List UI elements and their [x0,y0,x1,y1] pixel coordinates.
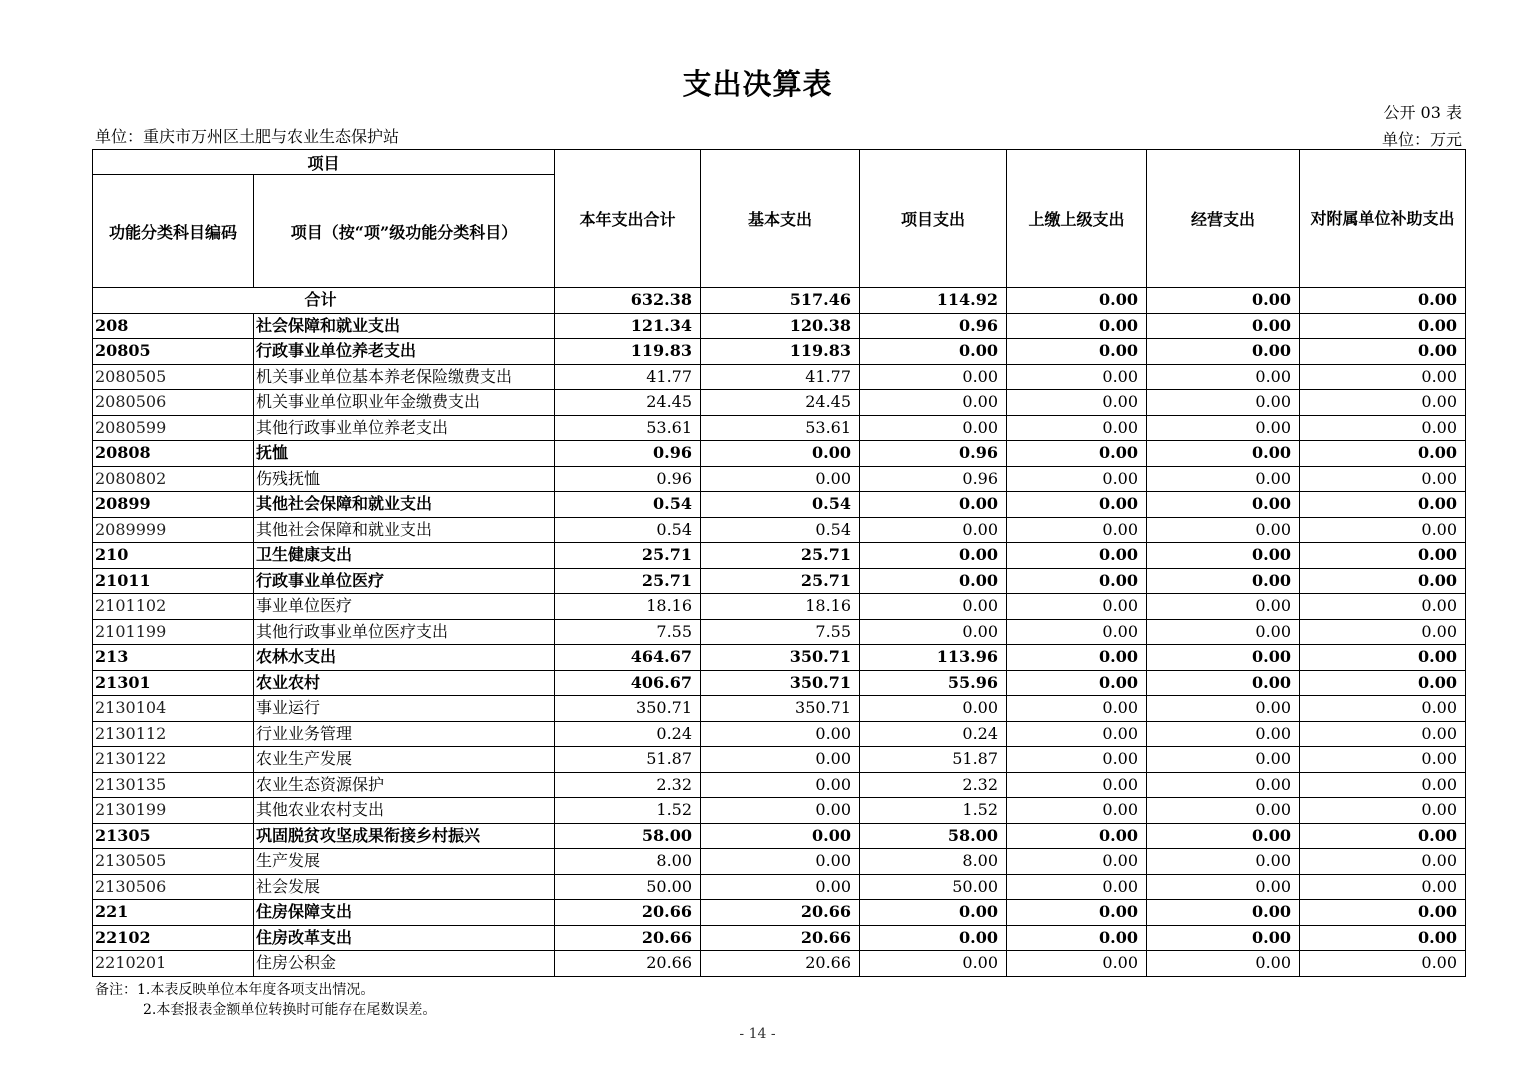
row-value: 0.00 [860,390,1007,416]
row-value: 0.00 [1300,747,1466,773]
row-name: 机关事业单位职业年金缴费支出 [254,390,555,416]
row-value: 0.00 [860,925,1007,951]
row-value: 24.45 [701,390,860,416]
header-name: 项目（按“项”级功能分类科目） [254,175,555,288]
row-value: 58.00 [555,823,701,849]
table-row [93,619,1466,645]
header-upper: 上缴上级支出 [1007,150,1147,288]
row-value: 20.66 [701,925,860,951]
row-value: 0.96 [555,466,701,492]
row-value: 58.00 [860,823,1007,849]
table-row [93,721,1466,747]
row-value: 0.00 [1007,925,1147,951]
header-project: 项目支出 [860,150,1007,288]
row-value: 0.00 [701,798,860,824]
row-value: 0.00 [860,415,1007,441]
row-value: 0.00 [860,594,1007,620]
row-value: 0.00 [1300,721,1466,747]
page-number: - 14 - [739,1026,776,1042]
row-code: 20805 [93,339,254,365]
table-body [93,288,1466,977]
row-code: 21011 [93,568,254,594]
row-name: 社会保障和就业支出 [254,313,555,339]
row-value: 0.00 [1300,849,1466,875]
row-value: 0.00 [1300,772,1466,798]
row-value: 0.00 [1007,849,1147,875]
table-row [93,925,1466,951]
row-value: 0.54 [701,492,860,518]
row-value: 0.00 [1007,415,1147,441]
row-code: 2080506 [93,390,254,416]
row-value: 0.00 [1007,390,1147,416]
row-value: 0.54 [555,492,701,518]
row-value: 7.55 [555,619,701,645]
row-value: 0.00 [701,823,860,849]
total-value: 517.46 [701,288,860,314]
row-value: 50.00 [860,874,1007,900]
table-row [93,823,1466,849]
row-value: 25.71 [555,543,701,569]
row-value: 0.54 [555,517,701,543]
row-value: 0.00 [1147,849,1300,875]
row-name: 巩固脱贫攻坚成果衔接乡村振兴 [254,823,555,849]
row-value: 0.00 [1147,925,1300,951]
row-code: 2130199 [93,798,254,824]
row-value: 25.71 [701,568,860,594]
row-value: 0.00 [1147,747,1300,773]
note-1: 备注：1.本表反映单位本年度各项支出情况。 [95,982,375,998]
table-row [93,390,1466,416]
total-value: 0.00 [1007,288,1147,314]
row-value: 20.66 [701,951,860,977]
form-number: 公开 03 表 [1383,103,1462,122]
row-value: 0.00 [1147,415,1300,441]
row-value: 0.00 [1147,492,1300,518]
header-subsidy: 对附属单位补助支出 [1300,150,1466,288]
row-code: 2101199 [93,619,254,645]
table-row [93,670,1466,696]
row-value: 0.00 [1147,517,1300,543]
row-value: 0.00 [1007,823,1147,849]
row-value: 20.66 [555,900,701,926]
row-value: 0.00 [701,772,860,798]
table-row [93,517,1466,543]
row-value: 0.00 [1147,364,1300,390]
header-basic: 基本支出 [701,150,860,288]
row-value: 350.71 [555,696,701,722]
total-value: 632.38 [555,288,701,314]
row-code: 2210201 [93,951,254,977]
table-row [93,900,1466,926]
row-value: 0.00 [701,721,860,747]
row-value: 0.54 [701,517,860,543]
row-code: 22102 [93,925,254,951]
row-value: 51.87 [555,747,701,773]
table-row [93,441,1466,467]
row-value: 25.71 [555,568,701,594]
row-code: 2130104 [93,696,254,722]
row-name: 其他农业农村支出 [254,798,555,824]
note-2: 2.本套报表金额单位转换时可能存在尾数误差。 [143,1002,437,1018]
row-name: 事业运行 [254,696,555,722]
row-code: 20899 [93,492,254,518]
row-value: 53.61 [555,415,701,441]
row-value: 120.38 [701,313,860,339]
row-value: 0.00 [860,543,1007,569]
table-row [93,849,1466,875]
row-value: 0.00 [1147,339,1300,365]
row-value: 0.00 [1300,798,1466,824]
row-code: 2080802 [93,466,254,492]
row-name: 农业生态资源保护 [254,772,555,798]
row-value: 0.00 [1300,823,1466,849]
row-value: 0.00 [1300,900,1466,926]
row-code: 2130112 [93,721,254,747]
row-value: 0.00 [1300,517,1466,543]
row-name: 行业业务管理 [254,721,555,747]
row-value: 0.00 [1300,925,1466,951]
row-value: 0.00 [1300,415,1466,441]
row-value: 20.66 [555,951,701,977]
row-value: 18.16 [555,594,701,620]
row-value: 0.00 [860,696,1007,722]
row-value: 350.71 [701,670,860,696]
total-value: 114.92 [860,288,1007,314]
row-value: 0.00 [1007,721,1147,747]
row-value: 0.00 [1300,874,1466,900]
total-label: 合计 [93,288,555,314]
row-name: 生产发展 [254,849,555,875]
row-value: 53.61 [701,415,860,441]
row-name: 社会发展 [254,874,555,900]
row-value: 24.45 [555,390,701,416]
row-code: 2080599 [93,415,254,441]
row-value: 0.00 [1147,772,1300,798]
row-name: 其他行政事业单位养老支出 [254,415,555,441]
row-code: 213 [93,645,254,671]
row-value: 0.00 [1147,874,1300,900]
row-value: 0.00 [1147,543,1300,569]
row-value: 0.00 [701,747,860,773]
row-value: 0.00 [1300,441,1466,467]
row-value: 8.00 [860,849,1007,875]
row-code: 20808 [93,441,254,467]
row-value: 0.00 [1007,364,1147,390]
row-value: 0.00 [1007,874,1147,900]
row-value: 0.96 [860,466,1007,492]
table-row [93,696,1466,722]
row-code: 2130506 [93,874,254,900]
row-code: 2080505 [93,364,254,390]
table-row [93,568,1466,594]
row-name: 住房保障支出 [254,900,555,926]
row-value: 0.00 [1147,466,1300,492]
row-value: 0.00 [1007,900,1147,926]
row-value: 0.00 [1300,670,1466,696]
row-value: 0.00 [1300,364,1466,390]
row-code: 221 [93,900,254,926]
table-row [93,492,1466,518]
row-name: 抚恤 [254,441,555,467]
row-value: 0.00 [1300,951,1466,977]
row-value: 41.77 [555,364,701,390]
row-value: 0.00 [1147,721,1300,747]
row-value: 0.24 [860,721,1007,747]
row-code: 210 [93,543,254,569]
row-value: 55.96 [860,670,1007,696]
row-value: 1.52 [555,798,701,824]
row-value: 0.00 [1147,441,1300,467]
row-value: 0.00 [1007,492,1147,518]
row-value: 0.00 [1300,339,1466,365]
header-total: 本年支出合计 [555,150,701,288]
row-value: 0.00 [1147,670,1300,696]
row-value: 406.67 [555,670,701,696]
row-name: 卫生健康支出 [254,543,555,569]
row-value: 2.32 [860,772,1007,798]
table-row [93,339,1466,365]
table-row [93,747,1466,773]
row-value: 0.00 [860,364,1007,390]
row-name: 机关事业单位基本养老保险缴费支出 [254,364,555,390]
table-row [93,543,1466,569]
row-value: 0.00 [1300,696,1466,722]
row-value: 0.24 [555,721,701,747]
row-value: 0.00 [1007,645,1147,671]
row-value: 350.71 [701,645,860,671]
row-value: 0.00 [1007,313,1147,339]
row-value: 0.00 [860,517,1007,543]
row-value: 20.66 [701,900,860,926]
row-value: 0.00 [1300,390,1466,416]
row-value: 0.00 [1147,823,1300,849]
row-value: 0.00 [1007,339,1147,365]
row-name: 农业生产发展 [254,747,555,773]
row-value: 0.00 [1007,568,1147,594]
expenditure-table [92,149,1466,977]
row-value: 0.00 [1007,466,1147,492]
row-value: 0.00 [860,900,1007,926]
row-value: 0.00 [1147,594,1300,620]
row-value: 0.00 [860,619,1007,645]
row-value: 0.00 [701,441,860,467]
row-value: 0.00 [1007,772,1147,798]
row-value: 8.00 [555,849,701,875]
row-code: 2130505 [93,849,254,875]
row-name: 行政事业单位养老支出 [254,339,555,365]
row-code: 208 [93,313,254,339]
row-value: 0.00 [1300,543,1466,569]
row-name: 住房改革支出 [254,925,555,951]
total-row [93,288,1466,314]
row-value: 0.00 [1007,747,1147,773]
row-value: 0.00 [860,339,1007,365]
table-row [93,772,1466,798]
row-value: 25.71 [701,543,860,569]
row-value: 51.87 [860,747,1007,773]
table-row [93,313,1466,339]
row-value: 0.00 [1007,670,1147,696]
currency-unit: 单位：万元 [1381,130,1462,149]
row-value: 464.67 [555,645,701,671]
row-value: 0.00 [1300,645,1466,671]
row-value: 41.77 [701,364,860,390]
row-value: 0.00 [1300,492,1466,518]
row-value: 0.00 [1007,594,1147,620]
row-value: 1.52 [860,798,1007,824]
row-value: 0.00 [1007,951,1147,977]
header-business: 经营支出 [1147,150,1300,288]
row-value: 0.00 [1007,517,1147,543]
row-value: 119.83 [555,339,701,365]
table-row [93,466,1466,492]
table-row [93,415,1466,441]
header-code: 功能分类科目编码 [93,175,254,288]
row-name: 其他行政事业单位医疗支出 [254,619,555,645]
row-value: 0.00 [1007,798,1147,824]
total-value: 0.00 [1147,288,1300,314]
header-item-group: 项目 [93,150,555,175]
row-value: 350.71 [701,696,860,722]
row-code: 2130122 [93,747,254,773]
table-row [93,594,1466,620]
table-row [93,645,1466,671]
row-value: 0.00 [1300,313,1466,339]
row-value: 0.00 [860,568,1007,594]
document-title: 支出决算表 [682,67,833,101]
total-value: 0.00 [1300,288,1466,314]
row-name: 伤残抚恤 [254,466,555,492]
row-value: 0.96 [860,313,1007,339]
row-value: 50.00 [555,874,701,900]
row-value: 7.55 [701,619,860,645]
row-code: 2089999 [93,517,254,543]
row-value: 0.00 [860,951,1007,977]
row-name: 农林水支出 [254,645,555,671]
row-value: 0.00 [1147,619,1300,645]
row-value: 0.00 [701,849,860,875]
row-value: 0.00 [1147,696,1300,722]
reporting-unit: 单位：重庆市万州区土肥与农业生态保护站 [95,127,400,146]
row-name: 住房公积金 [254,951,555,977]
row-value: 0.00 [1300,619,1466,645]
row-value: 0.00 [1147,313,1300,339]
row-value: 0.00 [1147,568,1300,594]
row-name: 其他社会保障和就业支出 [254,517,555,543]
row-value: 0.96 [555,441,701,467]
table-row [93,364,1466,390]
row-code: 21305 [93,823,254,849]
row-code: 2101102 [93,594,254,620]
row-value: 121.34 [555,313,701,339]
row-value: 0.00 [1147,900,1300,926]
row-value: 0.00 [1007,696,1147,722]
row-value: 20.66 [555,925,701,951]
row-value: 0.00 [1007,619,1147,645]
row-value: 0.00 [1300,568,1466,594]
row-value: 0.00 [1300,466,1466,492]
table-row [93,798,1466,824]
row-value: 0.00 [1147,798,1300,824]
row-value: 18.16 [701,594,860,620]
table-row [93,951,1466,977]
row-value: 0.00 [701,466,860,492]
row-value: 0.00 [1007,543,1147,569]
row-value: 0.00 [701,874,860,900]
row-value: 0.00 [1147,390,1300,416]
row-value: 0.00 [1147,645,1300,671]
row-value: 0.96 [860,441,1007,467]
table-row [93,874,1466,900]
row-name: 农业农村 [254,670,555,696]
row-code: 2130135 [93,772,254,798]
row-name: 行政事业单位医疗 [254,568,555,594]
row-value: 119.83 [701,339,860,365]
row-name: 事业单位医疗 [254,594,555,620]
row-value: 0.00 [1007,441,1147,467]
row-value: 0.00 [860,492,1007,518]
row-value: 2.32 [555,772,701,798]
row-value: 0.00 [1300,594,1466,620]
row-value: 0.00 [1147,951,1300,977]
row-value: 113.96 [860,645,1007,671]
row-code: 21301 [93,670,254,696]
row-name: 其他社会保障和就业支出 [254,492,555,518]
